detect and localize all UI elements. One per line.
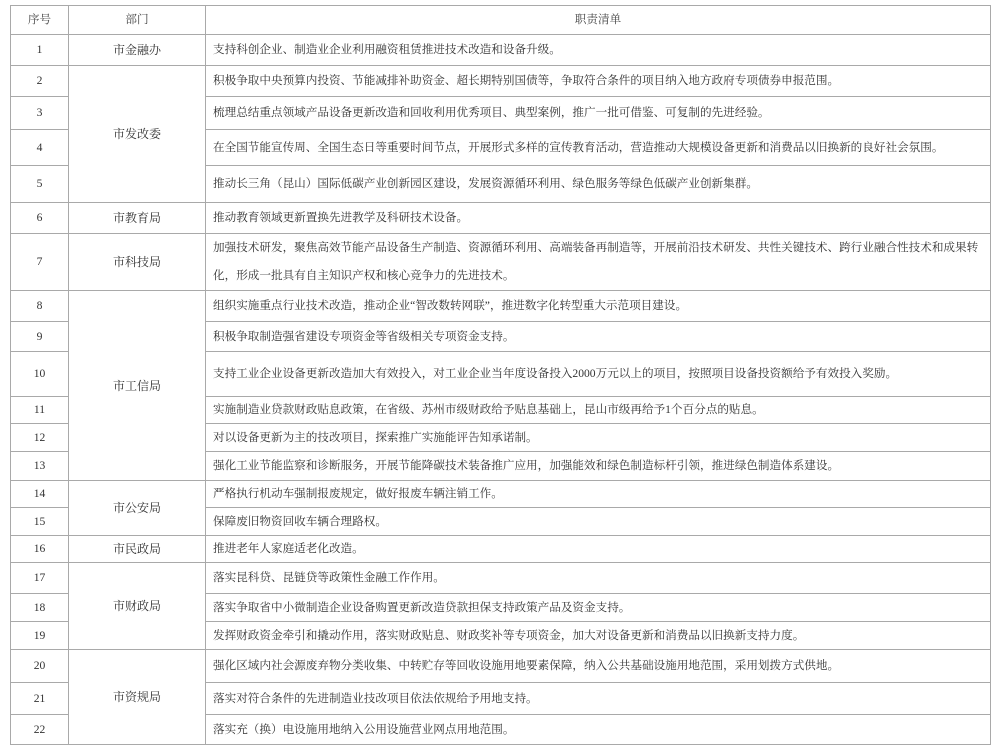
row-number: 11 [11,397,69,424]
duty-text: 落实充（换）电设施用地纳入公用设施营业网点用地范围。 [206,715,991,745]
row-number: 16 [11,536,69,563]
duty-text: 实施制造业贷款财政贴息政策，在省级、苏州市级财政给予贴息基础上，昆山市级再给予1个百分点的贴息。 [206,397,991,424]
duty-text: 强化工业节能监察和诊断服务，开展节能降碳技术装备推广应用，加强能效和绿色制造标杆引领，推进绿色制造体系建设。 [206,452,991,481]
row-number: 18 [11,594,69,622]
department-name: 市民政局 [69,536,206,563]
duty-text: 落实对符合条件的先进制造业技改项目依法依规给予用地支持。 [206,683,991,715]
duty-text: 支持科创企业、制造业企业利用融资租赁推进技术改造和设备升级。 [206,35,991,66]
row-number: 17 [11,563,69,594]
row-number: 9 [11,322,69,352]
duty-text: 加强技术研发，聚焦高效节能产品设备生产制造、资源循环利用、高端装备再制造等，开展前沿技术研发、共性关键技术、跨行业融合性技术和成果转化，形成一批具有自主知识产权和核心竞争力的先进技术。 [206,234,991,291]
duty-text: 推动长三角（昆山）国际低碳产业创新园区建设，发展资源循环利用、绿色服务等绿色低碳产业创新集群。 [206,166,991,203]
table-header-row [11,6,991,35]
department-name: 市资规局 [69,650,206,745]
table-row [11,66,991,97]
row-number: 10 [11,352,69,397]
department-name: 市教育局 [69,203,206,234]
row-number: 20 [11,650,69,683]
duty-text: 在全国节能宣传周、全国生态日等重要时间节点，开展形式多样的宣传教育活动，营造推动大规模设备更新和消费品以旧换新的良好社会氛围。 [206,130,991,166]
row-number: 13 [11,452,69,481]
table-row [11,291,991,322]
duty-text: 严格执行机动车强制报废规定，做好报废车辆注销工作。 [206,481,991,508]
table-row [11,234,991,291]
row-number: 8 [11,291,69,322]
duty-text: 落实争取省中小微制造企业设备购置更新改造贷款担保支持政策产品及资金支持。 [206,594,991,622]
duty-text: 积极争取中央预算内投资、节能减排补助资金、超长期特别国债等，争取符合条件的项目纳入地方政府专项债券申报范围。 [206,66,991,97]
row-number: 4 [11,130,69,166]
department-name: 市工信局 [69,291,206,481]
row-number: 21 [11,683,69,715]
row-number: 12 [11,424,69,452]
department-name: 市金融办 [69,35,206,66]
row-number: 7 [11,234,69,291]
row-number: 1 [11,35,69,66]
table-row [11,650,991,683]
department-name: 市发改委 [69,66,206,203]
row-number: 15 [11,508,69,536]
duty-text: 积极争取制造强省建设专项资金等省级相关专项资金支持。 [206,322,991,352]
row-number: 5 [11,166,69,203]
duty-table [10,5,991,745]
row-number: 14 [11,481,69,508]
row-number: 6 [11,203,69,234]
duty-text: 支持工业企业设备更新改造加大有效投入，对工业企业当年度设备投入2000万元以上的项目，按照项目设备投资额给予有效投入奖励。 [206,352,991,397]
duty-text: 落实昆科贷、昆链贷等政策性金融工作作用。 [206,563,991,594]
duty-text: 发挥财政资金牵引和撬动作用，落实财政贴息、财政奖补等专项资金，加大对设备更新和消费品以旧换新支持力度。 [206,622,991,650]
header-index: 序号 [11,6,69,35]
duty-text: 推进老年人家庭适老化改造。 [206,536,991,563]
row-number: 19 [11,622,69,650]
row-number: 22 [11,715,69,745]
row-number: 3 [11,97,69,130]
header-duties: 职责清单 [206,6,991,35]
table-row [11,481,991,508]
table-row [11,35,991,66]
duty-text: 保障废旧物资回收车辆合理路权。 [206,508,991,536]
duty-text: 梳理总结重点领域产品设备更新改造和回收利用优秀项目、典型案例，推广一批可借鉴、可复制的先进经验。 [206,97,991,130]
table-row [11,203,991,234]
table-row [11,563,991,594]
duty-text: 推动教育领域更新置换先进教学及科研技术设备。 [206,203,991,234]
department-name: 市财政局 [69,563,206,650]
duty-text: 组织实施重点行业技术改造，推动企业“智改数转网联”，推进数字化转型重大示范项目建设。 [206,291,991,322]
row-number: 2 [11,66,69,97]
department-name: 市公安局 [69,481,206,536]
duty-text: 对以设备更新为主的技改项目，探索推广实施能评告知承诺制。 [206,424,991,452]
header-department: 部门 [69,6,206,35]
table-row [11,536,991,563]
department-name: 市科技局 [69,234,206,291]
duty-text: 强化区域内社会源废弃物分类收集、中转贮存等回收设施用地要素保障，纳入公共基础设施用地范围，采用划拨方式供地。 [206,650,991,683]
